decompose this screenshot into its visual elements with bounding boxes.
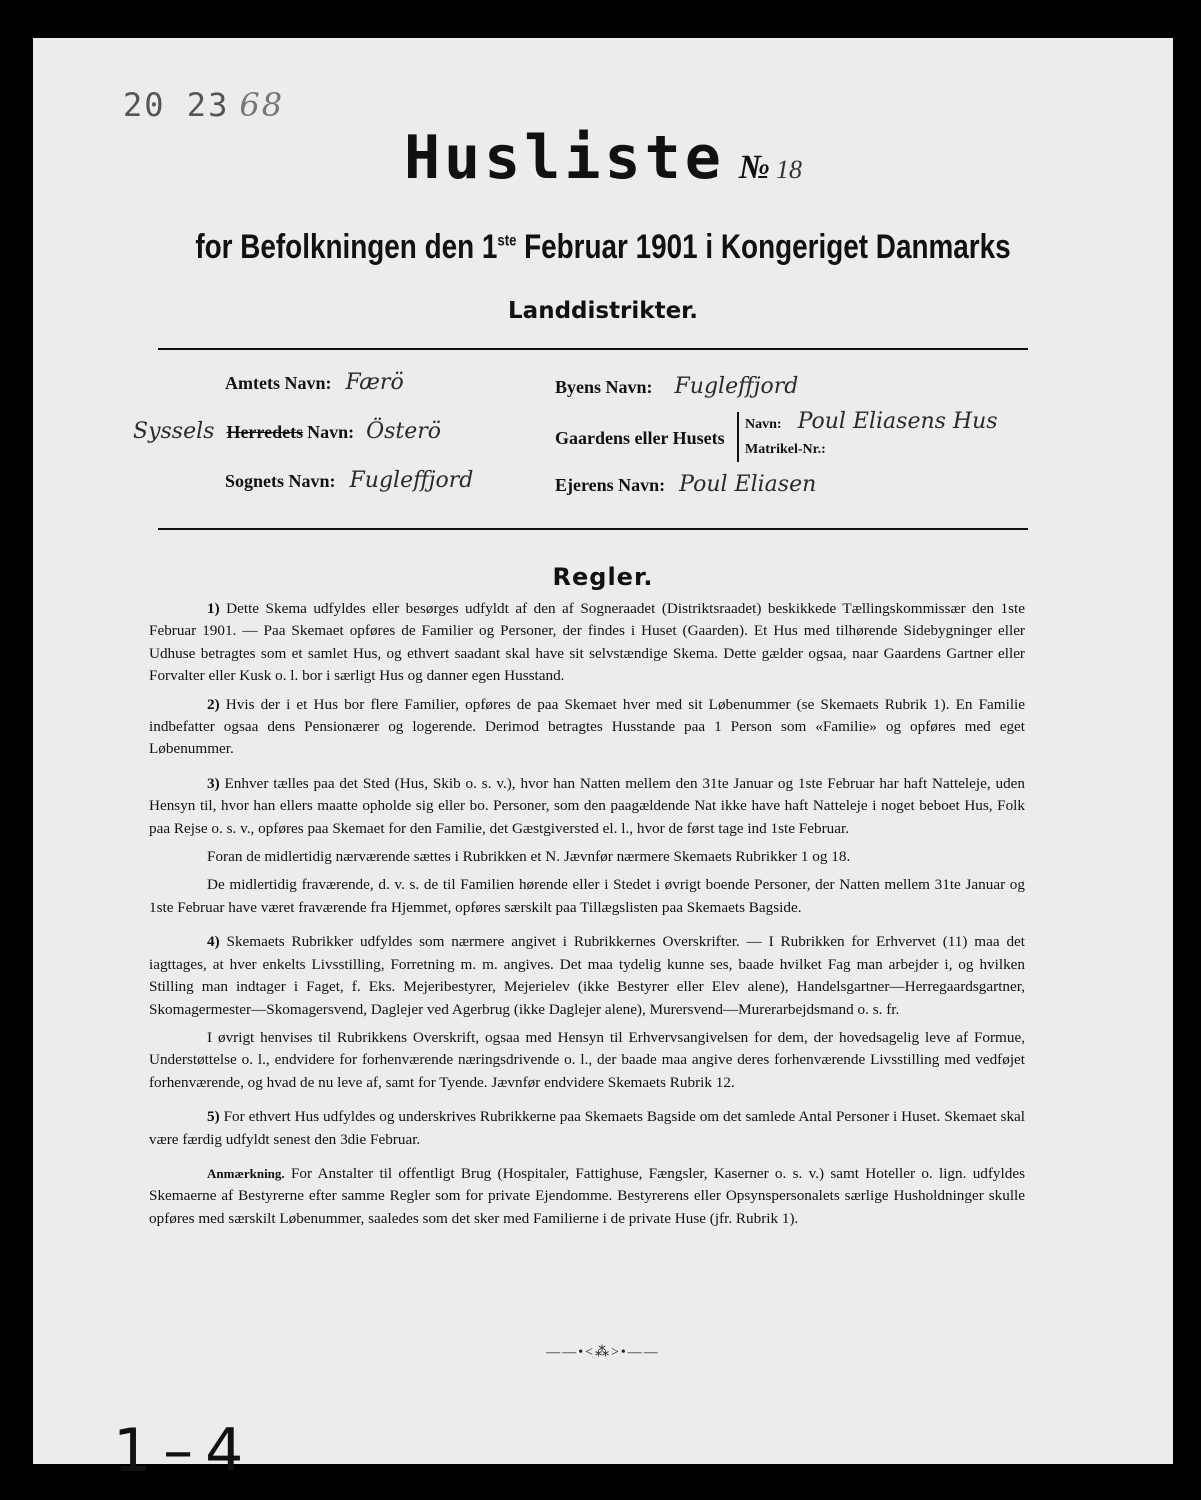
rule-5-num: 5) <box>207 1108 220 1126</box>
herred-row <box>133 419 441 444</box>
rule-1-text: Dette Skema udfyldes eller besørges udfyldt af den af Sogneraadet (Distriktsraadet) beskikkede Tællingskommissær den 1ste Februar 1901. — Paa Skemaet opføres de Familier og Personer, der findes i Huset (Gaarden). Et Hus med tilhørende Sidebygninger eller Udhuse betragtes som et samlet Hus, og ethvert saadant skal have sit selvstændige Skema. Dette gælder ogsaa, naar Gaardens Gartner eller Forvalter eller Kusk o. l. bor i særligt Hus og danner egen Husstand. <box>149 600 1026 685</box>
ornament-divider: ——•<⁂>•—— <box>546 1345 660 1360</box>
rule-3-text: Enhver tælles paa det Sted (Hus, Skib o. s. v.), hvor han Natten mellem den 31te Januar og 1ste Februar har haft Natteleje, uden Hensyn til, hvor han ellers maatte opholde sig eller bo. Personer, som den paagældende Nat ikke have haft Natteleje i noget beboet Hus, Folk paa Rejse o. s. v., opføres paa Skemaet for den Familie, det Gæstgiversted el. l., hvor de først tage ind 1ste Februar. <box>149 774 1026 837</box>
gaard-label: Gaardens eller Husets <box>555 428 725 448</box>
archive-pen-number: 68 <box>239 86 285 124</box>
rules-heading: Regler. <box>552 563 654 591</box>
number-label: № <box>738 149 771 186</box>
form-title <box>33 123 1173 193</box>
bracket-line <box>737 412 739 462</box>
ejer-value: Poul Eliasen <box>679 472 817 497</box>
form-subtitle <box>136 228 1071 267</box>
rule-4-num: 4) <box>207 933 220 951</box>
title-text: Husliste <box>403 123 725 193</box>
subtitle-sup: ste <box>497 232 517 250</box>
rule-1-num: 1) <box>207 600 220 617</box>
census-form-sheet <box>33 38 1173 1486</box>
sogn-label: Sognets Navn: <box>225 471 336 491</box>
rule-4-text: Skemaets Rubrikker udfyldes som nærmere angivet i Rubrikkernes Overskrifter. — I Rubrikken for Erhvervet (11) maa det iagttages, at hver enkelts Livsstilling, Forretning m. m. angives. Det maa tydelig kunne ses, baade hvilket Fag man arbejder i, og hvilken Stilling man indtager i Faget, f. Eks. Mejeribestyrer, Mejerielev (ikke Bestyrer eller Elev alene), Handelsgartner—Herregaardsgartner, Skomagermester—Skomagersvend, Daglejer ved Agerbrug (ikke Daglejer alene), Murersvend—Murerarbejdsmand o. s. fr. <box>149 933 1025 1018</box>
rule-3 <box>149 773 1025 840</box>
bottom-handwriting: 1–4 <box>113 1416 256 1486</box>
syssel-handwriting: Syssels <box>133 419 215 444</box>
rule-3b: Foran de midlertidig nærværende sættes i Rubrikken et N. Jævnfør nærmere Skemaets Rubrikker 1 og 18. <box>207 848 851 866</box>
archive-number <box>123 86 284 124</box>
gaard-navn-value: Poul Eliasens Hus <box>797 409 998 434</box>
subtitle-pre: for Befolkningen den 1 <box>195 228 498 266</box>
district-heading: Landdistrikter. <box>508 298 698 324</box>
list-number: 18 <box>776 155 803 184</box>
divider-bottom <box>158 528 1028 530</box>
by-row <box>555 374 798 399</box>
rule-2-text: Hvis der i et Hus bor flere Familier, opføres de paa Skemaet hver med sit Løbenummer (se Skemaets Rubrik 1). En Familie indbefatter ogsaa dens Pensionærer og logerende. Derimod betragtes Husstande paa 1 Person som «Familie» og opføres med eget Løbenummer. <box>149 695 1026 758</box>
rule-2 <box>149 694 1025 761</box>
rule-5 <box>149 1106 1025 1151</box>
archive-stamp-number: 20 23 <box>123 86 230 124</box>
subtitle-post: Februar 1901 i Kongeriget Danmarks <box>516 228 1011 266</box>
herred-value: Österö <box>366 419 442 444</box>
divider-top <box>158 348 1028 350</box>
rule-3c: De midlertidig fraværende, d. v. s. de til Familien hørende eller i Stedet i øvrigt boende Personer, der Natten mellem 31te Januar og 1ste Februar have været fraværende fra Hjemmet, opføres særskilt paa Tillægslisten paa Skemaets Bagside. <box>149 876 1025 916</box>
gaard-navn-label: Navn: <box>745 417 782 432</box>
rule-4 <box>149 931 1025 1021</box>
amt-label: Amtets Navn: <box>225 373 332 393</box>
rule-5-text: For ethvert Hus udfyldes og underskrives Rubrikkerne paa Skemaets Bagside om det samlede Antal Personer i Huset. Skemaet skal være færdig udfyldt senest den 3die Februar. <box>149 1108 1026 1148</box>
sogn-value: Fugleffjord <box>349 468 474 493</box>
rule-2-num: 2) <box>207 695 220 713</box>
ejer-row <box>555 472 816 497</box>
amt-value: Færö <box>345 370 404 395</box>
sogn-row <box>225 468 473 493</box>
ejer-label: Ejerens Navn: <box>555 475 666 495</box>
annotation-label: Anmærkning. <box>207 1165 285 1181</box>
rule-4b: I øvrigt henvises til Rubrikkens Overskrift, ogsaa med Hensyn til Erhvervsangivelsen for dem, der hovedsagelig leve af Formue, Understøttelse o. l., endvidere for forhenværende næringsdrivende o. l., der baade maa angive deres forhenværende Livsstilling med vedføjet forhenværende, og hvad de nu leve af, samt for Tyende. Jævnfør endvidere Skemaets Rubrik 12. <box>149 1028 1025 1091</box>
annotation-text: For Anstalter til offentligt Brug (Hospitaler, Fattighuse, Fængsler, Kaserner o. s. v.) samt Hoteller o. lign. udfyldes Skemaerne af Bestyrerne efter samme Regler som for private Ejendomme. Bestyrerens eller Opsynspersonalets særlige Husholdninger skulle opføres med særskilt Løbenummer, saaledes som det sker med Familierne i de private Huse (jfr. Rubrik 1). <box>149 1164 1025 1227</box>
amt-row <box>225 370 404 395</box>
annotation <box>149 1163 1025 1230</box>
rules-body <box>149 598 1025 1236</box>
herred-suffix: Navn: <box>307 422 355 442</box>
by-value: Fugleffjord <box>674 374 799 399</box>
matrikel-label: Matrikel-Nr.: <box>745 442 826 457</box>
gaard-navn-row <box>745 409 998 434</box>
herred-label: Herredets <box>226 422 304 442</box>
by-label: Byens Navn: <box>555 377 653 397</box>
rule-1 <box>149 598 1025 688</box>
rule-3-num: 3) <box>207 774 220 792</box>
